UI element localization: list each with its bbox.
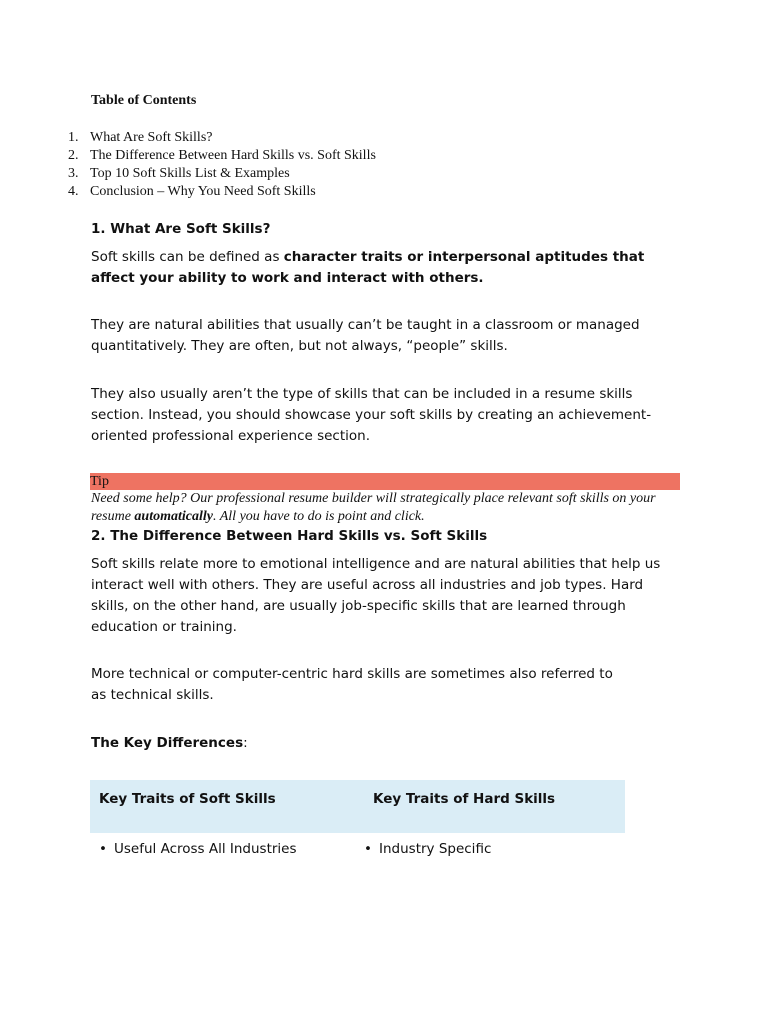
bullet-icon: •: [99, 841, 107, 857]
toc-item-number: 3.: [68, 166, 79, 181]
paragraph-text: Soft skills can be defined as: [91, 249, 284, 265]
tip-banner: Tip: [90, 473, 680, 490]
tip-text-part: . All you have to do is point and click.: [212, 509, 425, 524]
paragraph-emphasis: character traits or interpersonal aptitudes that affect your ability to work and interact with others.: [91, 249, 645, 286]
tip-text: [91, 490, 681, 526]
section-paragraph: They also usually aren’t the type of skills that can be included in a resume skills section. Instead, you should showcase your soft skills by creating an achievement-oriented professional experience section.: [91, 386, 652, 444]
toc-item[interactable]: [68, 165, 376, 183]
table-header-cell: Key Traits of Hard Skills: [373, 791, 556, 807]
table-cell: [364, 841, 491, 857]
table-header: [90, 780, 625, 833]
toc-item[interactable]: [68, 147, 376, 165]
toc-item-number: 2.: [68, 148, 79, 163]
toc-list: [68, 129, 376, 201]
toc-item-label[interactable]: Conclusion – Why You Need Soft Skills: [90, 184, 316, 199]
toc-item-label[interactable]: The Difference Between Hard Skills vs. Soft Skills: [90, 148, 376, 163]
toc-item-label[interactable]: What Are Soft Skills?: [90, 130, 213, 145]
key-differences-text: The Key Differences: [91, 735, 244, 751]
toc-item[interactable]: [68, 183, 376, 201]
table-cell: [90, 841, 364, 857]
section-heading: 1. What Are Soft Skills?: [91, 221, 271, 237]
table-cell-text: Useful Across All Industries: [114, 841, 297, 857]
key-differences-label: [91, 735, 248, 751]
bullet-icon: •: [364, 841, 372, 857]
toc-title: Table of Contents: [91, 93, 197, 108]
table-header-cell: Key Traits of Soft Skills: [99, 791, 276, 807]
toc-item-label[interactable]: Top 10 Soft Skills List & Examples: [90, 166, 290, 181]
section-paragraph: They are natural abilities that usually can’t be taught in a classroom or managed quantitatively. They are often, but not always, “people” skills.: [91, 317, 640, 354]
toc-item-number: 1.: [68, 130, 79, 145]
section-paragraph: More technical or computer-centric hard skills are sometimes also referred to as technical skills.: [91, 666, 613, 703]
toc-item-number: 4.: [68, 184, 79, 199]
section-paragraph: Soft skills relate more to emotional intelligence and are natural abilities that help us interact well with others. They are useful across all industries and job types. Hard skills, on the other hand, are usually job-specific skills that are learned through education or training.: [91, 556, 661, 635]
comparison-table: [90, 780, 625, 857]
key-differences-colon: :: [243, 735, 248, 751]
section-heading: 2. The Difference Between Hard Skills vs. Soft Skills: [91, 528, 488, 544]
toc-item[interactable]: [68, 129, 376, 147]
tip-text-emphasis: automatically: [134, 509, 213, 524]
tip-text-part: Need some help? Our professional resume builder will strategically place relevant soft skills on your resume: [91, 491, 656, 524]
table-cell-text: Industry Specific: [379, 841, 492, 857]
table-row: [90, 833, 625, 857]
section-paragraph: [91, 247, 681, 289]
